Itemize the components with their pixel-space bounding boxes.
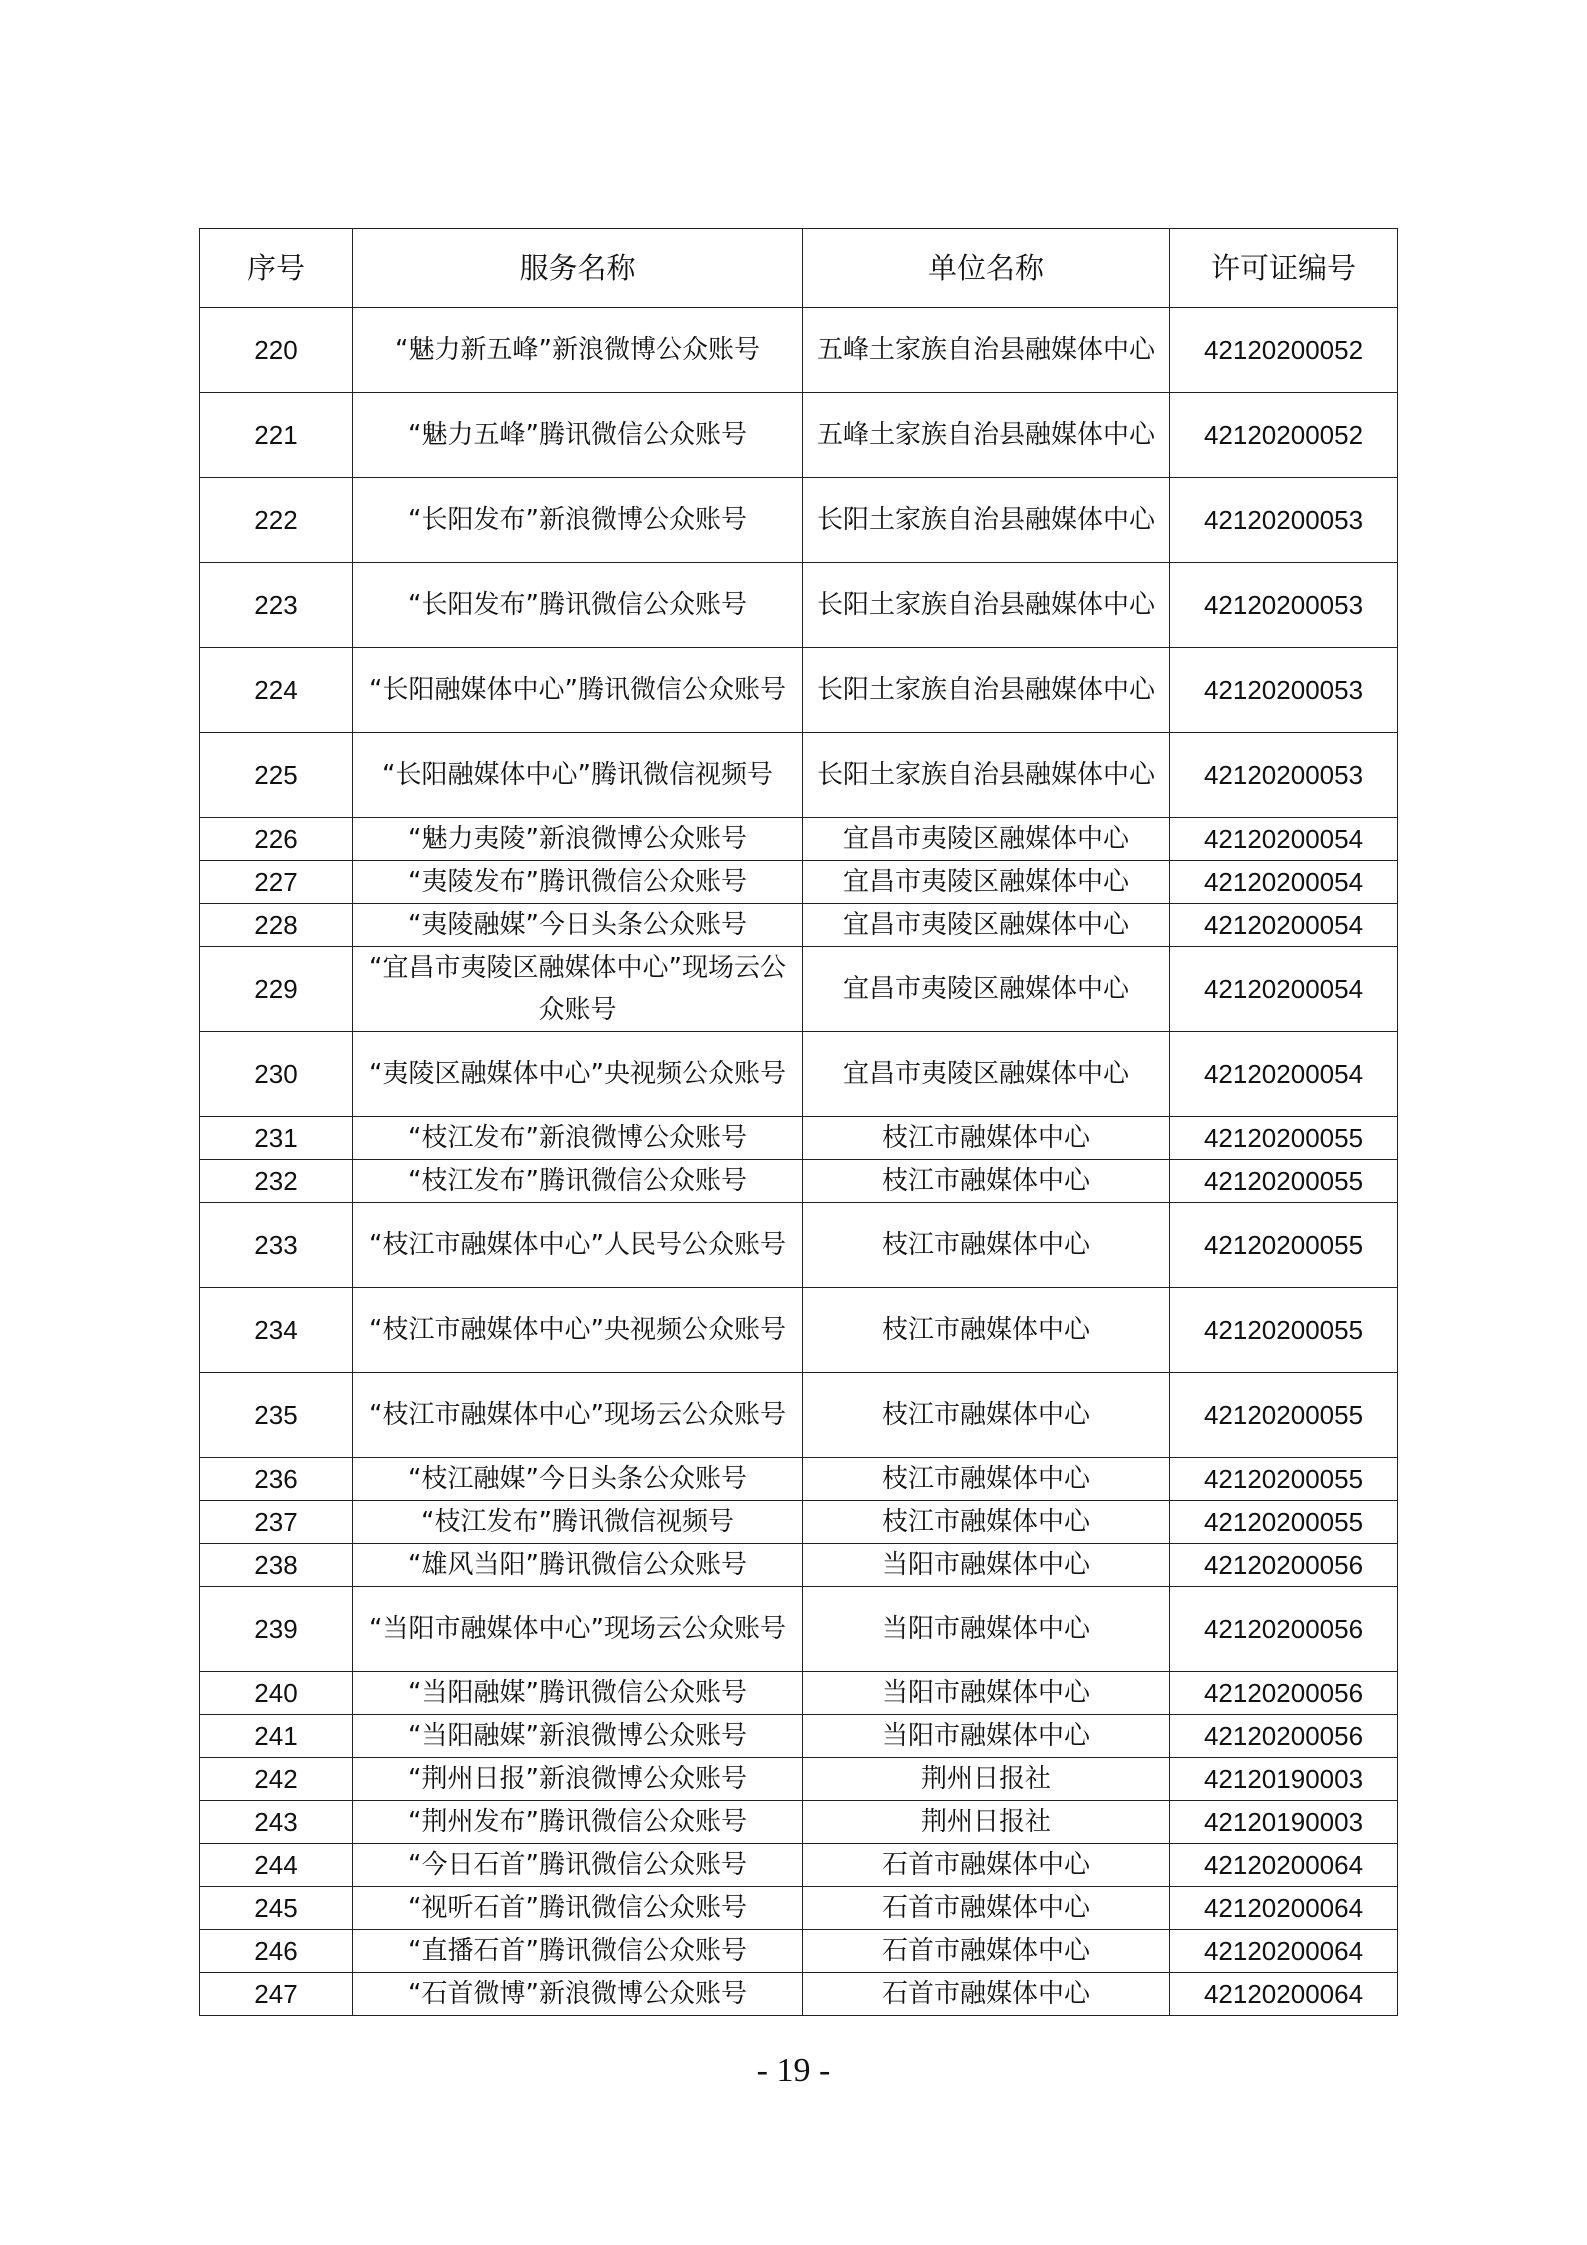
table-row	[200, 1160, 1398, 1203]
unit-name: 宜昌市夷陵区融媒体中心	[803, 904, 1170, 947]
license-number: 42120200055	[1170, 1288, 1398, 1373]
header-index: 序号	[200, 229, 353, 308]
row-index: 231	[200, 1117, 353, 1160]
row-index: 230	[200, 1032, 353, 1117]
table-row	[200, 947, 1398, 1032]
table-row	[200, 1032, 1398, 1117]
row-index: 238	[200, 1544, 353, 1587]
row-index: 223	[200, 563, 353, 648]
unit-name: 当阳市融媒体中心	[803, 1672, 1170, 1715]
table-header-row	[200, 229, 1398, 308]
service-name: “荆州日报”新浪微博公众账号	[353, 1758, 803, 1801]
license-table	[199, 228, 1398, 2016]
row-index: 243	[200, 1801, 353, 1844]
unit-name: 石首市融媒体中心	[803, 1973, 1170, 2016]
license-number: 42120200064	[1170, 1930, 1398, 1973]
table-row	[200, 1801, 1398, 1844]
table-row	[200, 478, 1398, 563]
service-name: “枝江发布”腾讯微信公众账号	[353, 1160, 803, 1203]
row-index: 228	[200, 904, 353, 947]
service-name: “枝江市融媒体中心”央视频公众账号	[353, 1288, 803, 1373]
unit-name: 石首市融媒体中心	[803, 1887, 1170, 1930]
table-row	[200, 818, 1398, 861]
license-number: 42120200055	[1170, 1501, 1398, 1544]
service-name: “当阳融媒”新浪微博公众账号	[353, 1715, 803, 1758]
table-row	[200, 1844, 1398, 1887]
row-index: 233	[200, 1203, 353, 1288]
row-index: 232	[200, 1160, 353, 1203]
unit-name: 长阳土家族自治县融媒体中心	[803, 733, 1170, 818]
service-name: “宜昌市夷陵区融媒体中心”现场云公众账号	[353, 947, 803, 1032]
unit-name: 枝江市融媒体中心	[803, 1117, 1170, 1160]
row-index: 240	[200, 1672, 353, 1715]
row-index: 222	[200, 478, 353, 563]
table-row	[200, 733, 1398, 818]
service-name: “魅力夷陵”新浪微博公众账号	[353, 818, 803, 861]
unit-name: 长阳土家族自治县融媒体中心	[803, 563, 1170, 648]
license-number: 42120200064	[1170, 1887, 1398, 1930]
row-index: 236	[200, 1458, 353, 1501]
license-number: 42120200053	[1170, 648, 1398, 733]
license-number: 42120200055	[1170, 1458, 1398, 1501]
unit-name: 枝江市融媒体中心	[803, 1160, 1170, 1203]
service-name: “长阳发布”腾讯微信公众账号	[353, 563, 803, 648]
license-number: 42120200056	[1170, 1715, 1398, 1758]
header-license-number: 许可证编号	[1170, 229, 1398, 308]
unit-name: 宜昌市夷陵区融媒体中心	[803, 947, 1170, 1032]
table-row	[200, 1672, 1398, 1715]
service-name: “雄风当阳”腾讯微信公众账号	[353, 1544, 803, 1587]
service-name: “魅力五峰”腾讯微信公众账号	[353, 393, 803, 478]
license-number: 42120200052	[1170, 393, 1398, 478]
service-name: “夷陵区融媒体中心”央视频公众账号	[353, 1032, 803, 1117]
row-index: 229	[200, 947, 353, 1032]
service-name: “枝江发布”腾讯微信视频号	[353, 1501, 803, 1544]
table-row	[200, 1587, 1398, 1672]
table-row	[200, 308, 1398, 393]
license-number: 42120200053	[1170, 563, 1398, 648]
table-row	[200, 1373, 1398, 1458]
header-unit-name: 单位名称	[803, 229, 1170, 308]
table-row	[200, 861, 1398, 904]
unit-name: 五峰土家族自治县融媒体中心	[803, 393, 1170, 478]
unit-name: 当阳市融媒体中心	[803, 1715, 1170, 1758]
table-row	[200, 1458, 1398, 1501]
license-number: 42120200064	[1170, 1973, 1398, 2016]
license-number: 42120200056	[1170, 1544, 1398, 1587]
license-number: 42120200055	[1170, 1373, 1398, 1458]
unit-name: 枝江市融媒体中心	[803, 1501, 1170, 1544]
unit-name: 枝江市融媒体中心	[803, 1288, 1170, 1373]
unit-name: 长阳土家族自治县融媒体中心	[803, 478, 1170, 563]
row-index: 227	[200, 861, 353, 904]
license-number: 42120200054	[1170, 1032, 1398, 1117]
row-index: 235	[200, 1373, 353, 1458]
table-row	[200, 393, 1398, 478]
service-name: “魅力新五峰”新浪微博公众账号	[353, 308, 803, 393]
row-index: 244	[200, 1844, 353, 1887]
unit-name: 石首市融媒体中心	[803, 1844, 1170, 1887]
row-index: 237	[200, 1501, 353, 1544]
row-index: 242	[200, 1758, 353, 1801]
service-name: “夷陵融媒”今日头条公众账号	[353, 904, 803, 947]
license-number: 42120200054	[1170, 904, 1398, 947]
table-row	[200, 1758, 1398, 1801]
service-name: “枝江发布”新浪微博公众账号	[353, 1117, 803, 1160]
unit-name: 枝江市融媒体中心	[803, 1203, 1170, 1288]
row-index: 221	[200, 393, 353, 478]
row-index: 224	[200, 648, 353, 733]
unit-name: 五峰土家族自治县融媒体中心	[803, 308, 1170, 393]
table-row	[200, 1715, 1398, 1758]
row-index: 246	[200, 1930, 353, 1973]
license-number: 42120200055	[1170, 1117, 1398, 1160]
table-row	[200, 904, 1398, 947]
unit-name: 荆州日报社	[803, 1758, 1170, 1801]
service-name: “枝江市融媒体中心”人民号公众账号	[353, 1203, 803, 1288]
service-name: “夷陵发布”腾讯微信公众账号	[353, 861, 803, 904]
table-row	[200, 1544, 1398, 1587]
table-row	[200, 648, 1398, 733]
license-number: 42120200055	[1170, 1160, 1398, 1203]
license-number: 42120200054	[1170, 818, 1398, 861]
row-index: 234	[200, 1288, 353, 1373]
service-name: “当阳市融媒体中心”现场云公众账号	[353, 1587, 803, 1672]
unit-name: 当阳市融媒体中心	[803, 1544, 1170, 1587]
table-row	[200, 563, 1398, 648]
unit-name: 当阳市融媒体中心	[803, 1587, 1170, 1672]
license-number: 42120200052	[1170, 308, 1398, 393]
service-name: “长阳融媒体中心”腾讯微信视频号	[353, 733, 803, 818]
license-number: 42120200054	[1170, 861, 1398, 904]
page-number: - 19 -	[756, 2052, 831, 2089]
unit-name: 枝江市融媒体中心	[803, 1458, 1170, 1501]
table-row	[200, 1203, 1398, 1288]
row-index: 220	[200, 308, 353, 393]
row-index: 226	[200, 818, 353, 861]
row-index: 241	[200, 1715, 353, 1758]
service-name: “今日石首”腾讯微信公众账号	[353, 1844, 803, 1887]
unit-name: 宜昌市夷陵区融媒体中心	[803, 1032, 1170, 1117]
unit-name: 石首市融媒体中心	[803, 1930, 1170, 1973]
table-row	[200, 1117, 1398, 1160]
license-number: 42120200053	[1170, 478, 1398, 563]
license-number: 42120190003	[1170, 1758, 1398, 1801]
header-service-name: 服务名称	[353, 229, 803, 308]
license-number: 42120200064	[1170, 1844, 1398, 1887]
service-name: “长阳发布”新浪微博公众账号	[353, 478, 803, 563]
license-number: 42120190003	[1170, 1801, 1398, 1844]
license-number: 42120200056	[1170, 1587, 1398, 1672]
table-row	[200, 1930, 1398, 1973]
license-number: 42120200054	[1170, 947, 1398, 1032]
table-row	[200, 1501, 1398, 1544]
unit-name: 长阳土家族自治县融媒体中心	[803, 648, 1170, 733]
license-number: 42120200056	[1170, 1672, 1398, 1715]
license-number: 42120200053	[1170, 733, 1398, 818]
service-name: “当阳融媒”腾讯微信公众账号	[353, 1672, 803, 1715]
table-row	[200, 1288, 1398, 1373]
service-name: “长阳融媒体中心”腾讯微信公众账号	[353, 648, 803, 733]
unit-name: 荆州日报社	[803, 1801, 1170, 1844]
table-row	[200, 1887, 1398, 1930]
row-index: 247	[200, 1973, 353, 2016]
service-name: “荆州发布”腾讯微信公众账号	[353, 1801, 803, 1844]
service-name: “枝江市融媒体中心”现场云公众账号	[353, 1373, 803, 1458]
row-index: 245	[200, 1887, 353, 1930]
service-name: “视听石首”腾讯微信公众账号	[353, 1887, 803, 1930]
service-name: “石首微博”新浪微博公众账号	[353, 1973, 803, 2016]
service-name: “直播石首”腾讯微信公众账号	[353, 1930, 803, 1973]
service-name: “枝江融媒”今日头条公众账号	[353, 1458, 803, 1501]
license-number: 42120200055	[1170, 1203, 1398, 1288]
row-index: 225	[200, 733, 353, 818]
unit-name: 宜昌市夷陵区融媒体中心	[803, 861, 1170, 904]
unit-name: 枝江市融媒体中心	[803, 1373, 1170, 1458]
unit-name: 宜昌市夷陵区融媒体中心	[803, 818, 1170, 861]
row-index: 239	[200, 1587, 353, 1672]
table-row	[200, 1973, 1398, 2016]
